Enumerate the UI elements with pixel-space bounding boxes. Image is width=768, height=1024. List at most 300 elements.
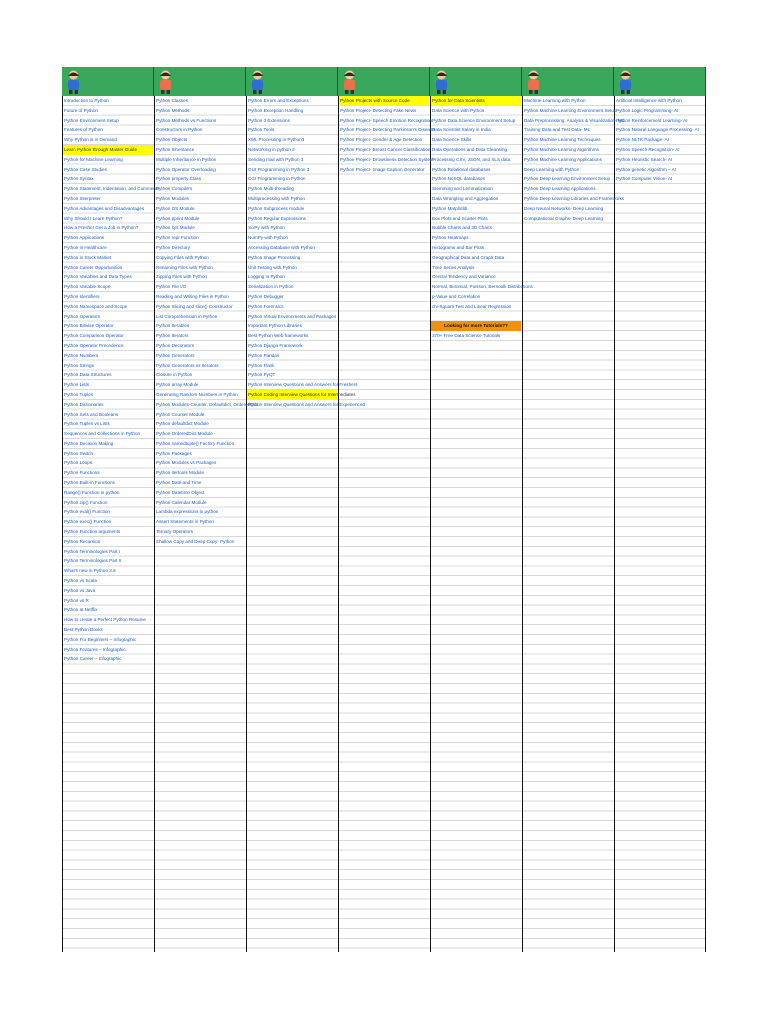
- tutorial-link[interactable]: [63, 419, 153, 429]
- cell-text: Python Case Studies: [64, 166, 107, 172]
- cell-text: Python Operator Overloading: [156, 166, 216, 172]
- tutorial-link[interactable]: [63, 194, 153, 204]
- cell-text: Logging in Python: [248, 274, 285, 280]
- cell-text: Data Operations and Data Cleansing: [432, 146, 508, 152]
- cell-text: Constructors in Python: [156, 127, 203, 133]
- cell-text: Python Project- Image Caption Generator: [340, 166, 425, 172]
- tutorial-link[interactable]: [63, 645, 153, 655]
- tutorial-link[interactable]: [431, 253, 521, 263]
- cell-text: CGI Programming in Python: [248, 176, 306, 182]
- tutorial-link[interactable]: [155, 253, 245, 263]
- cell-text: Python Compilers: [156, 186, 193, 192]
- tutorial-link[interactable]: [247, 243, 337, 253]
- tutorial-link[interactable]: [155, 165, 245, 175]
- tutorial-link[interactable]: [155, 125, 245, 135]
- cell-text: Histograms and Bar Plots: [432, 244, 485, 250]
- tutorial-link[interactable]: [155, 282, 245, 292]
- tutorial-link[interactable]: [63, 654, 153, 664]
- tutorial-link[interactable]: [63, 351, 153, 361]
- tutorial-link[interactable]: [155, 204, 245, 214]
- tutorial-link[interactable]: [155, 233, 245, 243]
- tutorial-link[interactable]: [431, 155, 521, 165]
- tutorial-link[interactable]: [431, 243, 521, 253]
- tutorial-link[interactable]: [155, 302, 245, 312]
- tutorial-link[interactable]: [339, 116, 432, 126]
- cell-text: Python NoSQL databases: [432, 176, 485, 182]
- cell-text: Python Project- Detecting Parkinson's Disease: [340, 127, 435, 133]
- tutorial-link[interactable]: [247, 145, 337, 155]
- tutorial-link[interactable]: [155, 263, 245, 273]
- cell-text: Python Objects: [156, 137, 188, 143]
- tutorial-link[interactable]: [431, 194, 521, 204]
- tutorial-link[interactable]: [155, 370, 245, 380]
- cell-text: Python Generators: [156, 352, 195, 358]
- tutorial-link[interactable]: [63, 517, 153, 527]
- tutorial-link[interactable]: [247, 361, 337, 371]
- tutorial-link[interactable]: [431, 145, 521, 155]
- tutorial-link[interactable]: [63, 233, 153, 243]
- tutorial-link[interactable]: [63, 556, 153, 566]
- cell-text: Python itertools Module: [156, 470, 205, 476]
- person-illustration-icon: [433, 69, 450, 94]
- cell-text: Python Interpreter: [64, 195, 101, 201]
- cell-text: Python zip() Function: [64, 499, 108, 505]
- tutorial-link[interactable]: [339, 145, 429, 155]
- tutorial-link[interactable]: [247, 233, 337, 243]
- tutorial-link[interactable]: [431, 214, 521, 224]
- tutorial-link[interactable]: [339, 125, 435, 135]
- tutorial-link[interactable]: [431, 204, 521, 214]
- tutorial-link[interactable]: [63, 458, 153, 468]
- cell-text: Processing CSV, JSON, and XLS data: [432, 156, 511, 162]
- tutorial-link[interactable]: [523, 214, 613, 224]
- cell-text: Python Coding Interview Questions for Intermediates: [248, 391, 356, 397]
- tutorial-link[interactable]: [247, 341, 337, 351]
- tutorial-link[interactable]: [63, 439, 153, 449]
- header-banner-2: [154, 67, 246, 96]
- tutorial-link[interactable]: [615, 106, 705, 116]
- tutorial-link[interactable]: [155, 145, 245, 155]
- tutorial-link[interactable]: [63, 321, 153, 331]
- tutorial-link[interactable]: [615, 145, 705, 155]
- cell-text: Python Operator Precedence: [64, 342, 124, 348]
- tutorial-link[interactable]: [431, 116, 521, 126]
- tutorial-link[interactable]: [247, 125, 337, 135]
- tutorial-link[interactable]: [155, 135, 245, 145]
- tutorial-link[interactable]: [63, 478, 153, 488]
- column-5: [431, 96, 533, 341]
- tutorial-link[interactable]: [339, 96, 429, 106]
- tutorial-link[interactable]: [615, 155, 705, 165]
- tutorial-link[interactable]: [63, 125, 153, 135]
- cell-text: Python Identifiers: [64, 293, 100, 299]
- tutorial-link[interactable]: [523, 155, 613, 165]
- cell-text: Python Project- Breast Cancer Classification: [340, 146, 431, 152]
- tutorial-link[interactable]: [339, 165, 429, 175]
- tutorial-link[interactable]: [339, 106, 429, 116]
- cell-text: Python vs Java: [64, 587, 96, 593]
- cell-text: Python Matplotlib: [432, 205, 468, 211]
- cell-text: Normal, Binomial, Poisson, Bernoulli Distributions: [432, 284, 533, 290]
- tutorial-link[interactable]: [63, 214, 153, 224]
- tutorial-link[interactable]: [63, 380, 153, 390]
- tutorial-link[interactable]: [431, 331, 521, 341]
- cell-text: Why Python is in Demand: [64, 137, 117, 143]
- tutorial-link[interactable]: [615, 125, 705, 135]
- tutorial-link[interactable]: [247, 116, 337, 126]
- tutorial-link[interactable]: [155, 96, 245, 106]
- cell-text: Python in Healthcare: [64, 244, 107, 250]
- tutorial-link[interactable]: [431, 106, 521, 116]
- cell-text: Python Dictionaries: [64, 401, 104, 407]
- tutorial-link[interactable]: [155, 507, 245, 517]
- tutorial-link[interactable]: [63, 165, 153, 175]
- cell-text: Python OrderedDict Module: [156, 431, 213, 437]
- cell-text: Data Preprocessing, Analysis & Visualization- ML: [524, 117, 625, 123]
- tutorial-link[interactable]: [523, 106, 617, 116]
- cell-text: Python Features – Infographic: [64, 646, 126, 652]
- cell-text: Python Methods: [156, 107, 190, 113]
- tutorial-link[interactable]: [523, 165, 613, 175]
- cell-text: Python exec() Function: [64, 519, 112, 525]
- tutorial-link[interactable]: [63, 106, 153, 116]
- cell-text: Serialization in Python: [248, 284, 294, 290]
- cell-text: Data Science Skills: [432, 137, 472, 143]
- tutorial-link[interactable]: [339, 135, 429, 145]
- cell-text: Zipping Files with Python: [156, 274, 208, 280]
- cell-text: Machine Learning with Python: [524, 98, 586, 103]
- tutorial-link[interactable]: [431, 184, 521, 194]
- cell-text: Python Machine Learning Algorithms: [524, 146, 599, 152]
- tutorial-link[interactable]: [155, 116, 245, 126]
- tutorial-link[interactable]: [247, 282, 337, 292]
- cell-text: Python Regular Expressions: [248, 215, 306, 221]
- tutorial-link[interactable]: [155, 272, 245, 282]
- tutorial-link[interactable]: [431, 135, 521, 145]
- cell-text: Python Terminologies Part I: [64, 548, 121, 554]
- cell-text: Python 3 Extensions: [248, 117, 290, 123]
- cell-text: Geographical Data and Graph Data: [432, 254, 505, 260]
- tutorial-link[interactable]: [63, 204, 153, 214]
- tutorial-link[interactable]: [615, 96, 705, 106]
- tutorial-link[interactable]: [247, 194, 337, 204]
- tutorial-link[interactable]: [431, 302, 521, 312]
- cell-text: Python Django Framework: [248, 342, 303, 348]
- cell-text: Python Strings: [64, 362, 94, 368]
- tutorial-link[interactable]: [63, 155, 153, 165]
- column-6: [523, 96, 625, 223]
- tutorial-link[interactable]: [63, 527, 153, 537]
- tutorial-link[interactable]: [247, 204, 337, 214]
- header-banner-4: [338, 67, 430, 96]
- tutorial-link[interactable]: [431, 223, 521, 233]
- tutorial-link[interactable]: [155, 312, 245, 322]
- tutorial-link[interactable]: [523, 184, 613, 194]
- cell-text: Important Python Libraries: [248, 323, 302, 329]
- tutorial-link[interactable]: [63, 282, 153, 292]
- tutorial-link[interactable]: [63, 390, 153, 400]
- cell-text: Python Date and Time: [156, 480, 202, 486]
- tutorial-link[interactable]: [247, 135, 337, 145]
- tutorial-link[interactable]: [431, 263, 521, 273]
- cell-text: Python Functions: [64, 470, 100, 476]
- cell-text: Python vs R: [64, 597, 89, 603]
- tutorial-link[interactable]: [63, 547, 153, 557]
- cell-text: Python Virtual Environments and Packages: [248, 313, 337, 319]
- tutorial-link[interactable]: [155, 400, 259, 410]
- cell-text: Range() Function in python: [64, 489, 120, 495]
- tutorial-link[interactable]: [63, 488, 153, 498]
- tutorial-link[interactable]: [63, 312, 153, 322]
- more-tutorials-banner[interactable]: [431, 321, 521, 331]
- tutorial-link[interactable]: [523, 194, 625, 204]
- cell-text: Python Heatmaps: [432, 235, 469, 241]
- tutorial-link[interactable]: [155, 243, 245, 253]
- tutorial-link[interactable]: [155, 351, 245, 361]
- tutorial-link[interactable]: [155, 214, 245, 224]
- tutorial-link[interactable]: [63, 116, 153, 126]
- tutorial-link[interactable]: [247, 263, 337, 273]
- tutorial-link[interactable]: [63, 370, 153, 380]
- tutorial-link[interactable]: [63, 135, 153, 145]
- tutorial-link[interactable]: [63, 625, 153, 635]
- tutorial-link[interactable]: [431, 272, 521, 282]
- tutorial-link[interactable]: [63, 586, 153, 596]
- cell-text: Best Python Web frameworks: [248, 333, 309, 339]
- person-illustration-icon: [249, 69, 266, 94]
- cell-text: Features of Python: [64, 127, 103, 133]
- tutorial-link[interactable]: [63, 410, 153, 420]
- tutorial-link[interactable]: [247, 165, 337, 175]
- cell-text: Python Modules vs Packages: [156, 460, 217, 466]
- tutorial-link[interactable]: [155, 527, 245, 537]
- tutorial-link[interactable]: [155, 419, 245, 429]
- cell-text: Sequences and Collections in Python: [64, 431, 141, 437]
- tutorial-link[interactable]: [615, 165, 705, 175]
- tutorial-link[interactable]: [339, 155, 434, 165]
- tutorial-link[interactable]: [63, 331, 153, 341]
- tutorial-link[interactable]: [247, 302, 337, 312]
- tutorial-link[interactable]: [63, 537, 153, 547]
- tutorial-link[interactable]: [615, 135, 705, 145]
- tutorial-link[interactable]: [155, 106, 245, 116]
- tutorial-link[interactable]: [523, 135, 613, 145]
- tutorial-link[interactable]: [523, 174, 613, 184]
- tutorial-link[interactable]: [431, 233, 521, 243]
- tutorial-link[interactable]: [431, 96, 521, 106]
- tutorial-link[interactable]: [63, 272, 153, 282]
- tutorial-link[interactable]: [63, 302, 153, 312]
- column-7: [615, 96, 705, 184]
- cell-text: Python Deep Learning Applications: [524, 186, 596, 192]
- tutorial-link[interactable]: [155, 537, 245, 547]
- tutorial-link[interactable]: [63, 596, 153, 606]
- tutorial-link[interactable]: [63, 576, 153, 586]
- tutorial-link[interactable]: [155, 341, 245, 351]
- cell-text: Shallow Copy and Deep Copy- Python: [156, 538, 235, 544]
- tutorial-link[interactable]: [155, 155, 245, 165]
- tutorial-link[interactable]: [431, 165, 521, 175]
- tutorial-link[interactable]: [155, 223, 245, 233]
- cell-text: Python namedtuple() Factory Function: [156, 440, 235, 446]
- cell-text: Python Loops: [64, 460, 93, 466]
- cell-text: Why Should I Learn Python?: [64, 215, 123, 221]
- cell-text: Computational Graphs- Deep Learning: [524, 215, 603, 221]
- tutorial-link[interactable]: [247, 253, 337, 263]
- cell-text: Best Python Books: [64, 627, 103, 633]
- cell-text: Python in Stock Market: [64, 254, 112, 260]
- cell-text: NumPy with Python: [248, 235, 289, 241]
- tutorial-link[interactable]: [615, 174, 705, 184]
- tutorial-link[interactable]: [155, 458, 245, 468]
- cell-text: Introduction to Python: [64, 98, 109, 103]
- tutorial-link[interactable]: [155, 174, 245, 184]
- tutorial-link[interactable]: [155, 478, 245, 488]
- tutorial-link[interactable]: [155, 292, 245, 302]
- tutorial-link[interactable]: [155, 449, 245, 459]
- cell-text: Deep Neural Networks- Deep Learning: [524, 205, 604, 211]
- cell-text: Python Counter Module: [156, 411, 205, 417]
- tutorial-link[interactable]: [155, 429, 245, 439]
- cell-text: Python Variables and Data Types: [64, 274, 132, 280]
- tutorial-link[interactable]: [523, 204, 613, 214]
- tutorial-link[interactable]: [63, 184, 160, 194]
- tutorial-link[interactable]: [247, 184, 337, 194]
- tutorial-link[interactable]: [63, 292, 153, 302]
- tutorial-link[interactable]: [523, 116, 625, 126]
- cell-text: Python Inheritance: [156, 146, 195, 152]
- tutorial-link[interactable]: [431, 125, 521, 135]
- tutorial-link[interactable]: [247, 400, 365, 410]
- cell-text: Data Science with Python: [432, 107, 485, 113]
- cell-text: Python Relational databases: [432, 166, 491, 172]
- tutorial-link[interactable]: [63, 635, 153, 645]
- cell-text: Copying Files with Python: [156, 254, 209, 260]
- cell-text: Python Computer Vision- AI: [616, 176, 673, 182]
- tutorial-link[interactable]: [63, 96, 153, 106]
- cell-text: XML Processing in Python3: [248, 137, 305, 143]
- tutorial-link[interactable]: [63, 361, 153, 371]
- tutorial-link[interactable]: [247, 96, 337, 106]
- tutorial-link[interactable]: [155, 468, 245, 478]
- cell-text: Python Projects with Source Code: [340, 98, 410, 103]
- tutorial-link[interactable]: [155, 517, 245, 527]
- tutorial-link[interactable]: [155, 321, 245, 331]
- tutorial-link[interactable]: [63, 253, 153, 263]
- tutorial-link[interactable]: [247, 272, 337, 282]
- cell-text: Python Deep Learning Environment Setup: [524, 176, 611, 182]
- cell-text: Python Directory: [156, 244, 190, 250]
- tutorial-link[interactable]: [63, 223, 153, 233]
- cell-text: Python Lists: [64, 382, 90, 388]
- tutorial-link[interactable]: [431, 174, 521, 184]
- tutorial-link[interactable]: [155, 439, 245, 449]
- tutorial-link[interactable]: [155, 361, 245, 371]
- cell-text: Closure in Python: [156, 372, 193, 378]
- tutorial-link[interactable]: [247, 390, 356, 400]
- tutorial-link[interactable]: [155, 410, 245, 420]
- cell-text: Python Syntax: [64, 176, 94, 182]
- column-divider: [614, 96, 615, 952]
- cell-text: GUI Programming in Python 3: [248, 166, 310, 172]
- tutorial-link[interactable]: [63, 498, 153, 508]
- cell-text: How to create a Perfect Python Resume: [64, 617, 146, 623]
- tutorial-link[interactable]: [63, 507, 153, 517]
- tutorial-link[interactable]: [63, 243, 153, 253]
- cell-text: What's new in Python 3.6: [64, 568, 116, 574]
- tutorial-link[interactable]: [63, 468, 153, 478]
- tutorial-link[interactable]: [247, 223, 337, 233]
- tutorial-link[interactable]: [155, 488, 245, 498]
- cell-text: Python Calendar Module: [156, 499, 207, 505]
- tutorial-link[interactable]: [247, 155, 337, 165]
- tutorial-link[interactable]: [523, 125, 613, 135]
- cell-text: List Comprehension in Python: [156, 313, 218, 319]
- tutorial-link[interactable]: [247, 331, 337, 341]
- cell-text: Python Project- Gender & Age Detection: [340, 137, 423, 143]
- tutorial-link[interactable]: [63, 263, 153, 273]
- column-1: [63, 96, 160, 664]
- tutorial-link[interactable]: [247, 214, 337, 224]
- tutorial-link[interactable]: [247, 370, 337, 380]
- tutorial-link[interactable]: [431, 292, 521, 302]
- tutorial-link[interactable]: [63, 566, 153, 576]
- cell-text: Bubble Charts and 3D Charts: [432, 225, 493, 231]
- cell-text: Python Heuristic Search- AI: [616, 156, 673, 162]
- tutorial-link[interactable]: [155, 380, 245, 390]
- tutorial-link[interactable]: [247, 174, 337, 184]
- cell-text: Python Tuples vs Lists: [64, 421, 110, 427]
- cell-text: Python Reinforcement Learning- AI: [616, 117, 688, 123]
- tutorial-link[interactable]: [63, 449, 153, 459]
- tutorial-link[interactable]: [431, 282, 533, 292]
- tutorial-link[interactable]: [63, 145, 153, 155]
- tutorial-link[interactable]: [63, 400, 153, 410]
- cell-text: Python repr Function: [156, 235, 199, 241]
- tutorial-link[interactable]: [155, 194, 245, 204]
- tutorial-link[interactable]: [63, 341, 153, 351]
- cell-text: Time Series Analysis: [432, 264, 475, 270]
- tutorial-link[interactable]: [247, 292, 337, 302]
- tutorial-link[interactable]: [247, 380, 358, 390]
- tutorial-link[interactable]: [155, 498, 245, 508]
- tutorial-link[interactable]: [523, 96, 613, 106]
- tutorial-link[interactable]: [615, 116, 705, 126]
- cell-text: Python Logic Programming- AI: [616, 107, 679, 113]
- tutorial-link[interactable]: [63, 174, 153, 184]
- tutorial-link[interactable]: [247, 351, 337, 361]
- cell-text: Python property Class: [156, 176, 202, 182]
- tutorial-link[interactable]: [155, 390, 245, 400]
- cell-text: Python Sets and Booleans: [64, 411, 119, 417]
- cell-text: Python Interview Questions and Answers for Experienced: [248, 401, 365, 407]
- cell-text: Unit Testing with Python: [248, 264, 297, 270]
- cell-text: Python File I/O: [156, 284, 187, 290]
- tutorial-link[interactable]: [155, 331, 245, 341]
- tutorial-link[interactable]: [523, 145, 613, 155]
- tutorial-link[interactable]: [247, 321, 337, 331]
- tutorial-link[interactable]: [247, 312, 337, 322]
- tutorial-link[interactable]: [247, 106, 337, 116]
- cell-text: Python Generators vs Iterators: [156, 362, 219, 368]
- tutorial-link[interactable]: [63, 615, 153, 625]
- tutorial-link[interactable]: [63, 605, 153, 615]
- header-banner-7: [614, 67, 706, 96]
- cell-text: Python Methods vs Functions: [156, 117, 217, 123]
- tutorial-link[interactable]: [155, 184, 245, 194]
- tutorial-link[interactable]: [63, 429, 153, 439]
- cell-text: Python Speech Recognition- AI: [616, 146, 680, 152]
